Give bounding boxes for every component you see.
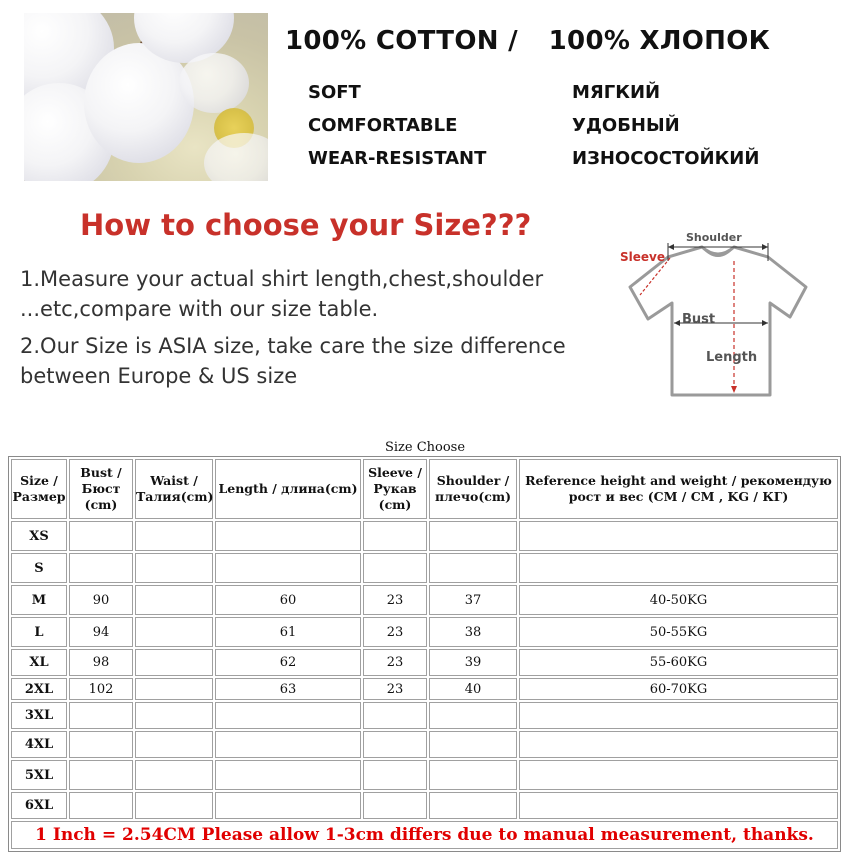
header-size-line: Размер [12, 489, 66, 504]
waist-cell [135, 760, 213, 790]
table-row [11, 521, 838, 551]
instruction-line-4: between Europe & US size [20, 364, 298, 388]
header-reference-line: Reference height and weight / рекомендую [525, 473, 832, 488]
measurement-note: 1 Inch = 2.54CM Please allow 1-3cm differs due to manual measurement, thanks. [11, 821, 838, 849]
reference-cell [519, 553, 838, 583]
header-reference-line: рост и вес (CM / CM , KG / КГ) [568, 489, 789, 504]
bust-cell: 94 [69, 617, 133, 647]
shirt-measurement-diagram [610, 225, 840, 400]
length-cell: 60 [215, 585, 361, 615]
waist-cell [135, 553, 213, 583]
length-cell [215, 702, 361, 729]
feature-soft: SOFT [308, 82, 361, 103]
header-shoulder [429, 459, 517, 519]
shoulder-cell: 39 [429, 649, 517, 676]
size-cell: 3XL [11, 702, 67, 729]
feature-soft-ru: МЯГКИЙ [572, 82, 661, 103]
header-waist-line: Талия(cm) [136, 489, 214, 504]
label-shoulder: Shoulder [686, 231, 742, 244]
waist-cell [135, 521, 213, 551]
size-cell: S [11, 553, 67, 583]
table-row [11, 617, 838, 647]
shoulder-cell [429, 731, 517, 758]
sleeve-cell [363, 792, 427, 819]
header-sleeve-line: Рукав [373, 481, 417, 496]
waist-cell [135, 649, 213, 676]
bust-cell: 90 [69, 585, 133, 615]
header-bust-line: (cm) [84, 497, 118, 512]
bust-cell [69, 792, 133, 819]
feature-comfortable-ru: УДОБНЫЙ [572, 115, 680, 136]
reference-cell: 40-50KG [519, 585, 838, 615]
bust-cell [69, 731, 133, 758]
header-bust-line: Бюст [81, 481, 121, 496]
length-cell [215, 553, 361, 583]
reference-cell [519, 702, 838, 729]
sleeve-cell [363, 521, 427, 551]
length-cell: 63 [215, 678, 361, 700]
sleeve-cell [363, 731, 427, 758]
table-caption: Size Choose [384, 440, 466, 455]
table-row [11, 792, 838, 819]
waist-cell [135, 585, 213, 615]
length-cell [215, 731, 361, 758]
size-cell: 6XL [11, 792, 67, 819]
bust-cell: 98 [69, 649, 133, 676]
waist-cell [135, 702, 213, 729]
label-length: Length [706, 350, 758, 365]
header-shoulder-line: плечо(cm) [434, 489, 512, 504]
header-reference [519, 459, 838, 519]
bust-cell [69, 760, 133, 790]
reference-cell [519, 760, 838, 790]
feature-comfortable: COMFORTABLE [308, 115, 458, 136]
sleeve-cell [363, 553, 427, 583]
reference-cell [519, 731, 838, 758]
table-row [11, 678, 838, 700]
sleeve-cell [363, 702, 427, 729]
shoulder-cell: 38 [429, 617, 517, 647]
size-cell: XS [11, 521, 67, 551]
label-bust: Bust [682, 312, 716, 327]
shoulder-cell [429, 702, 517, 729]
header-waist-line: Waist / [150, 473, 198, 488]
shoulder-cell [429, 792, 517, 819]
sleeve-cell: 23 [363, 585, 427, 615]
table-header-row [11, 459, 838, 519]
bust-cell [69, 702, 133, 729]
sleeve-cell: 23 [363, 678, 427, 700]
bust-cell: 102 [69, 678, 133, 700]
headline-russian: 100% ХЛОПОК [548, 26, 771, 56]
instruction-line-1: 1.Measure your actual shirt length,chest,shoulder [20, 267, 544, 291]
table-row [11, 731, 838, 758]
sleeve-cell [363, 760, 427, 790]
header-sleeve [363, 459, 427, 519]
sleeve-cell: 23 [363, 617, 427, 647]
reference-cell [519, 521, 838, 551]
feature-wear-resistant-ru: ИЗНОСОСТОЙКИЙ [572, 148, 760, 169]
reference-cell [519, 792, 838, 819]
header-sleeve-line: Sleeve / [368, 465, 422, 480]
reference-cell: 60-70KG [519, 678, 838, 700]
table-row [11, 649, 838, 676]
bust-cell [69, 553, 133, 583]
headline-english: 100% COTTON / [285, 26, 518, 56]
reference-cell: 55-60KG [519, 649, 838, 676]
bust-cell [69, 521, 133, 551]
header-size-line: Size / [20, 473, 58, 488]
header-shoulder-line: Shoulder / [436, 473, 510, 488]
waist-cell [135, 792, 213, 819]
size-guide-title: How to choose your Size??? [80, 208, 532, 242]
header-length-line: Length / длина(cm) [218, 481, 358, 496]
size-cell: 2XL [11, 678, 67, 700]
header-bust [69, 459, 133, 519]
shoulder-cell [429, 553, 517, 583]
waist-cell [135, 731, 213, 758]
instruction-line-3: 2.Our Size is ASIA size, take care the size difference [20, 334, 566, 358]
instruction-line-2: ...etc,compare with our size table. [20, 297, 379, 321]
table-row [11, 702, 838, 729]
waist-cell [135, 617, 213, 647]
size-cell: XL [11, 649, 67, 676]
cotton-photo [24, 13, 268, 181]
table-row [11, 553, 838, 583]
reference-cell: 50-55KG [519, 617, 838, 647]
length-cell [215, 792, 361, 819]
header-size [11, 459, 67, 519]
table-row [11, 585, 838, 615]
size-cell: 4XL [11, 731, 67, 758]
header-waist [135, 459, 213, 519]
size-cell: 5XL [11, 760, 67, 790]
length-cell: 62 [215, 649, 361, 676]
header-length [215, 459, 361, 519]
size-cell: L [11, 617, 67, 647]
material-headline [285, 26, 770, 56]
shoulder-cell [429, 521, 517, 551]
shoulder-cell [429, 760, 517, 790]
shoulder-cell: 40 [429, 678, 517, 700]
length-cell: 61 [215, 617, 361, 647]
shoulder-cell: 37 [429, 585, 517, 615]
table-row [11, 760, 838, 790]
sleeve-cell: 23 [363, 649, 427, 676]
size-cell: M [11, 585, 67, 615]
header-sleeve-line: (cm) [378, 497, 412, 512]
label-sleeve: Sleeve [620, 250, 665, 264]
waist-cell [135, 678, 213, 700]
size-table [8, 456, 841, 852]
header-bust-line: Bust / [80, 465, 122, 480]
length-cell [215, 760, 361, 790]
feature-wear-resistant: WEAR-RESISTANT [308, 148, 487, 169]
length-cell [215, 521, 361, 551]
